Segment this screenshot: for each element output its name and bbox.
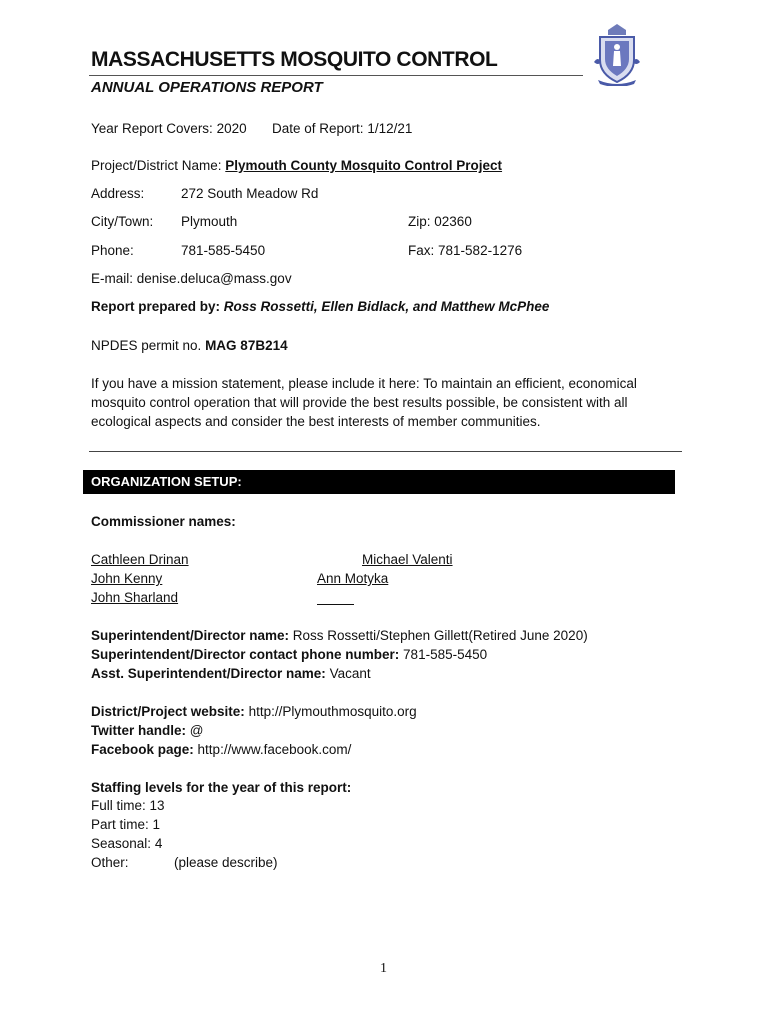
- twitter-label: Twitter handle:: [91, 723, 187, 738]
- page-number: 1: [380, 961, 387, 976]
- date-value: 1/12/21: [367, 121, 413, 136]
- address-value: 272 South Meadow Rd: [181, 186, 319, 201]
- year-value: 2020: [216, 121, 247, 136]
- email-label: E-mail:: [91, 271, 134, 286]
- npdes-line: [91, 338, 288, 353]
- part-time-label: Part time:: [91, 817, 149, 832]
- commissioner-name: Michael Valenti: [362, 552, 453, 567]
- prepared-by-line: [91, 299, 549, 314]
- date-of-report: [272, 121, 412, 136]
- superintendent-name-value: Ross Rossetti/Stephen Gillett(Retired June 2020): [292, 628, 588, 643]
- fax-value: 781-582-1276: [438, 243, 523, 258]
- staffing-label: Staffing levels for the year of this report:: [91, 780, 352, 795]
- phone-label: Phone:: [91, 243, 134, 258]
- asst-superintendent-line: [91, 666, 371, 681]
- other-label: Other:: [91, 855, 129, 870]
- commissioners-label: Commissioner names:: [91, 514, 236, 529]
- website-line: [91, 704, 417, 719]
- fax-label: Fax:: [408, 243, 435, 258]
- section-heading: ORGANIZATION SETUP:: [91, 474, 242, 489]
- part-time-value: 1: [152, 817, 161, 832]
- fax-line: [408, 243, 522, 258]
- state-seal-icon: [592, 22, 642, 86]
- zip-label: Zip:: [408, 214, 431, 229]
- part-time-line: [91, 817, 160, 832]
- email-value: denise.deluca@mass.gov: [136, 271, 292, 286]
- superintendent-name-line: [91, 628, 588, 643]
- address-label: Address:: [91, 186, 145, 201]
- page-subtitle: ANNUAL OPERATIONS REPORT: [91, 79, 323, 96]
- date-label: Date of Report:: [272, 121, 364, 136]
- title-rule: [89, 75, 583, 76]
- full-time-value: 13: [149, 798, 165, 813]
- twitter-value: @: [189, 723, 204, 738]
- website-value: http://Plymouthmosquito.org: [248, 704, 417, 719]
- asst-superintendent-label: Asst. Superintendent/Director name:: [91, 666, 326, 681]
- superintendent-name-label: Superintendent/Director name:: [91, 628, 290, 643]
- prepared-by-label: Report prepared by:: [91, 299, 221, 314]
- seasonal-value: 4: [154, 836, 163, 851]
- mission-statement: [91, 374, 671, 431]
- zip-line: [408, 214, 472, 229]
- twitter-line: [91, 723, 204, 738]
- project-name-line: [91, 158, 502, 173]
- page-title: MASSACHUSETTS MOSQUITO CONTROL: [91, 48, 498, 71]
- mission-text: To maintain an efficient, economical mosquito control operation that will provide the best results possible, be consistent with all ecological aspects and consider the best interests of member communities.: [91, 376, 637, 429]
- seasonal-label: Seasonal:: [91, 836, 152, 851]
- year-label: Year Report Covers:: [91, 121, 213, 136]
- city-value: Plymouth: [181, 214, 238, 229]
- project-name-label: Project/District Name:: [91, 158, 222, 173]
- commissioner-name: Ann Motyka: [317, 571, 389, 586]
- superintendent-phone-line: [91, 647, 487, 662]
- mission-label: If you have a mission statement, please include it here:: [91, 376, 420, 391]
- full-time-label: Full time:: [91, 798, 146, 813]
- commissioner-name: Cathleen Drinan: [91, 552, 189, 567]
- superintendent-phone-value: 781-585-5450: [403, 647, 488, 662]
- project-name-value: Plymouth County Mosquito Control Project: [225, 158, 503, 173]
- full-time-line: [91, 798, 165, 813]
- commissioner-name: John Kenny: [91, 571, 163, 586]
- city-label: City/Town:: [91, 214, 154, 229]
- seasonal-line: [91, 836, 162, 851]
- zip-value: 02360: [434, 214, 472, 229]
- npdes-label: NPDES permit no.: [91, 338, 202, 353]
- section-divider: [89, 451, 682, 452]
- asst-superintendent-value: Vacant: [329, 666, 371, 681]
- facebook-line: [91, 742, 351, 757]
- npdes-value: MAG 87B214: [205, 338, 288, 353]
- facebook-label: Facebook page:: [91, 742, 194, 757]
- email-line: [91, 271, 292, 286]
- facebook-value: http://www.facebook.com/: [197, 742, 352, 757]
- website-label: District/Project website:: [91, 704, 245, 719]
- year-report-covers: [91, 121, 247, 136]
- other-hint: (please describe): [174, 855, 278, 870]
- blank-commissioner-line: [317, 604, 354, 605]
- phone-value: 781-585-5450: [181, 243, 266, 258]
- prepared-by-names: Ross Rossetti, Ellen Bidlack, and Matthew McPhee: [223, 299, 550, 314]
- commissioner-name: John Sharland: [91, 590, 179, 605]
- superintendent-phone-label: Superintendent/Director contact phone number:: [91, 647, 400, 662]
